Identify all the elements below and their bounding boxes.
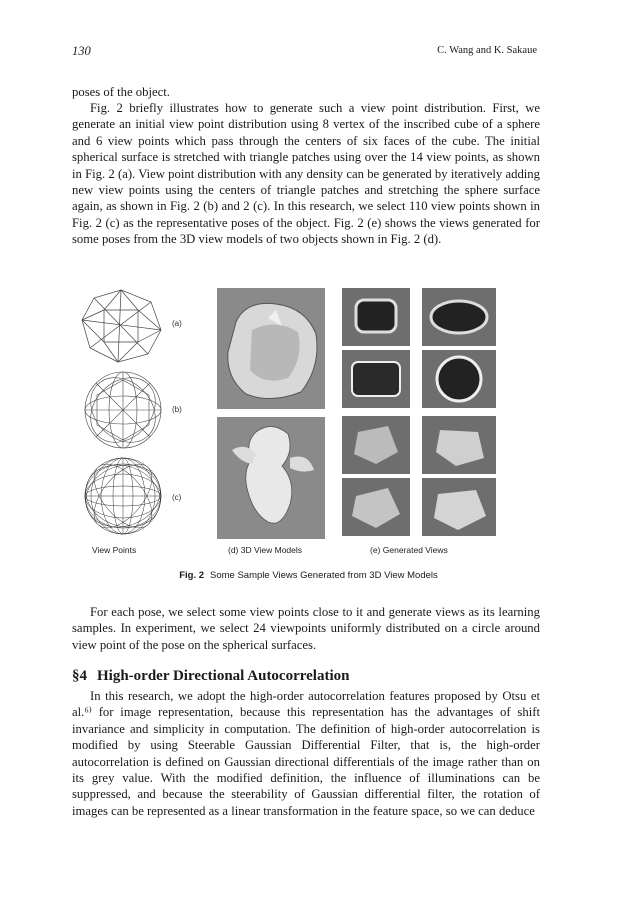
section-title: High-order Directional Autocorrelation (97, 668, 350, 684)
figure-caption (0, 570, 617, 581)
figure-label: Fig. 2 (179, 570, 205, 581)
generated-views-grid (342, 288, 496, 536)
caption-generated-views: (e) Generated Views (370, 545, 448, 555)
view-model-photo-top (217, 288, 325, 409)
caption-view-points: View Points (92, 545, 137, 555)
view-model-photo-bottom (217, 417, 325, 539)
viewpoint-sphere-a (82, 290, 161, 362)
running-header-authors: C. Wang and K. Sakaue (437, 45, 537, 56)
section-heading (72, 668, 349, 685)
paragraph-viewpoint-distribution: Fig. 2 briefly illustrates how to generate such a view point distribution. First, we generate an initial view point distribution using 8 vertex of the inscribed cube of a sphere and 6 view points which pass through the centers of six faces of the cube. The initial spherical surface is stretched with triangle patches using over the 14 view points, as shown in Fig. 2 (a). View point distribution with any density can be generated by iteratively adding new view points using the centers of triangle patches and stretching the sphere surface again, as shown in Fig. 2 (b) and 2 (c). In this research, we select 110 view points shown in Fig. 2 (c) as the representative poses of the object. Fig. 2 (e) shows the views generated for some poses from the 3D view models of two objects shown in Fig. 2 (d). (72, 101, 540, 247)
page-number: 130 (72, 44, 91, 58)
viewpoint-sphere-c (77, 454, 169, 538)
viewpoint-sphere-b (78, 365, 169, 456)
figure-caption-text: Some Sample Views Generated from 3D View Models (210, 570, 438, 581)
figure-2 (76, 282, 538, 562)
paragraph-continuation: poses of the object. (72, 85, 170, 99)
sublabel-c: (c) (172, 493, 182, 502)
paragraph-autocorrelation: In this research, we adopt the high-order autocorrelation features proposed by Otsu et al.⁶⁾ for image representation, because this representation has the advantages of shift invariance and simplicity in computation. The definition of high-order autocorrelation is modified by using Steerable Gaussian Differential Filter, that is, the high-order autocorrelation is defined on Gaussian directional differentials of the image rather than on its grey value. With the modified definition, the influence of illuminations can be suppressed, and because the steerability of Gaussian differential filter, the rotation of images can be represented as a linear transformation in the feature space, so we can deduce (72, 689, 540, 818)
sublabel-a: (a) (172, 319, 182, 328)
sublabel-b: (b) (172, 405, 182, 414)
paragraph-learning-samples: For each pose, we select some view points close to it and generate views as its learning samples. In experiment, we select 24 viewpoints uniformly distributed on a circle around view point of the pose on the spherical surfaces. (72, 605, 540, 652)
figure-2-graphic (76, 282, 538, 544)
caption-view-models: (d) 3D View Models (228, 545, 303, 555)
section-number: §4 (72, 668, 87, 684)
